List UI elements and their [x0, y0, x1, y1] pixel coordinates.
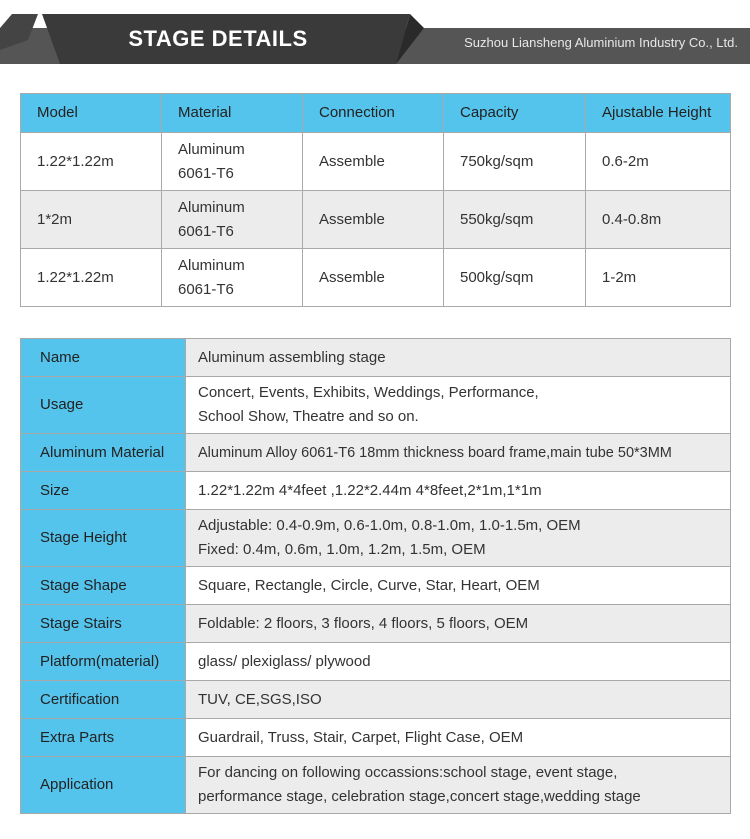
detail-label: Usage: [21, 377, 186, 434]
detail-value: [186, 377, 731, 434]
detail-value: TUV, CE,SGS,ISO: [186, 681, 731, 719]
material-line-1: Aluminum: [178, 256, 245, 274]
detail-line-1: Adjustable: 0.4-0.9m, 0.6-1.0m, 0.8-1.0m, 1.0-1.5m, OEM: [198, 517, 581, 534]
detail-value: Foldable: 2 floors, 3 floors, 4 floors, 5 floors, OEM: [186, 605, 731, 643]
spec-table: [20, 93, 731, 307]
detail-value: Aluminum Alloy 6061-T6 18mm thickness board frame,main tube 50*3MM: [186, 434, 731, 472]
detail-label: Extra Parts: [21, 719, 186, 757]
detail-row-shape: [21, 567, 731, 605]
detail-line-2: Fixed: 0.4m, 0.6m, 1.0m, 1.2m, 1.5m, OEM: [198, 541, 486, 558]
detail-line-1: Concert, Events, Exhibits, Weddings, Performance,: [198, 384, 539, 401]
banner-title: STAGE DETAILS: [128, 26, 308, 51]
header-model: Model: [21, 94, 162, 133]
detail-row-usage: [21, 377, 731, 434]
detail-value: 1.22*1.22m 4*4feet ,1.22*2.44m 4*8feet,2*1m,1*1m: [186, 472, 731, 510]
material-line-1: Aluminum: [178, 140, 245, 158]
cell-capacity: 500kg/sqm: [444, 249, 586, 307]
cell-model: 1.22*1.22m: [21, 249, 162, 307]
detail-value: glass/ plexiglass/ plywood: [186, 643, 731, 681]
detail-label: Size: [21, 472, 186, 510]
detail-row-material: [21, 434, 731, 472]
detail-label: Application: [21, 757, 186, 814]
detail-label: Stage Shape: [21, 567, 186, 605]
detail-label: Certification: [21, 681, 186, 719]
header-connection: Connection: [303, 94, 444, 133]
header-material: Material: [162, 94, 303, 133]
detail-row-name: [21, 339, 731, 377]
spec-table-header: [21, 94, 731, 133]
detail-value: Aluminum assembling stage: [186, 339, 731, 377]
header-height: Ajustable Height: [586, 94, 731, 133]
cell-capacity: 750kg/sqm: [444, 133, 586, 191]
detail-value: Square, Rectangle, Circle, Curve, Star, Heart, OEM: [186, 567, 731, 605]
cell-height: 0.6-2m: [586, 133, 731, 191]
detail-row-application: [21, 757, 731, 814]
detail-label: Aluminum Material: [21, 434, 186, 472]
cell-height: 0.4-0.8m: [586, 191, 731, 249]
header-banner: [0, 14, 750, 64]
table-row: [21, 133, 731, 191]
cell-model: 1.22*1.22m: [21, 133, 162, 191]
material-line-2: 6061-T6: [178, 222, 234, 240]
cell-connection: Assemble: [303, 191, 444, 249]
detail-line-1: For dancing on following occassions:school stage, event stage,: [198, 764, 618, 781]
detail-label: Stage Height: [21, 510, 186, 567]
detail-row-extra: [21, 719, 731, 757]
cell-material: [162, 133, 303, 191]
material-line-2: 6061-T6: [178, 280, 234, 298]
detail-line-2: performance stage, celebration stage,concert stage,wedding stage: [198, 788, 641, 805]
detail-row-certification: [21, 681, 731, 719]
detail-value: [186, 757, 731, 814]
table-row: [21, 249, 731, 307]
header-capacity: Capacity: [444, 94, 586, 133]
detail-value: Guardrail, Truss, Stair, Carpet, Flight Case, OEM: [186, 719, 731, 757]
detail-line-2: School Show, Theatre and so on.: [198, 408, 419, 425]
cell-material: [162, 191, 303, 249]
detail-row-height: [21, 510, 731, 567]
cell-capacity: 550kg/sqm: [444, 191, 586, 249]
company-name: Suzhou Liansheng Aluminium Industry Co., Ltd.: [464, 35, 738, 50]
cell-height: 1-2m: [586, 249, 731, 307]
detail-label: Name: [21, 339, 186, 377]
detail-row-platform: [21, 643, 731, 681]
detail-row-size: [21, 472, 731, 510]
cell-model: 1*2m: [21, 191, 162, 249]
detail-label: Platform(material): [21, 643, 186, 681]
detail-label: Stage Stairs: [21, 605, 186, 643]
cell-material: [162, 249, 303, 307]
detail-table: [20, 338, 731, 814]
detail-row-stairs: [21, 605, 731, 643]
detail-value: [186, 510, 731, 567]
material-line-2: 6061-T6: [178, 164, 234, 182]
cell-connection: Assemble: [303, 249, 444, 307]
cell-connection: Assemble: [303, 133, 444, 191]
table-row: [21, 191, 731, 249]
material-line-1: Aluminum: [178, 198, 245, 216]
